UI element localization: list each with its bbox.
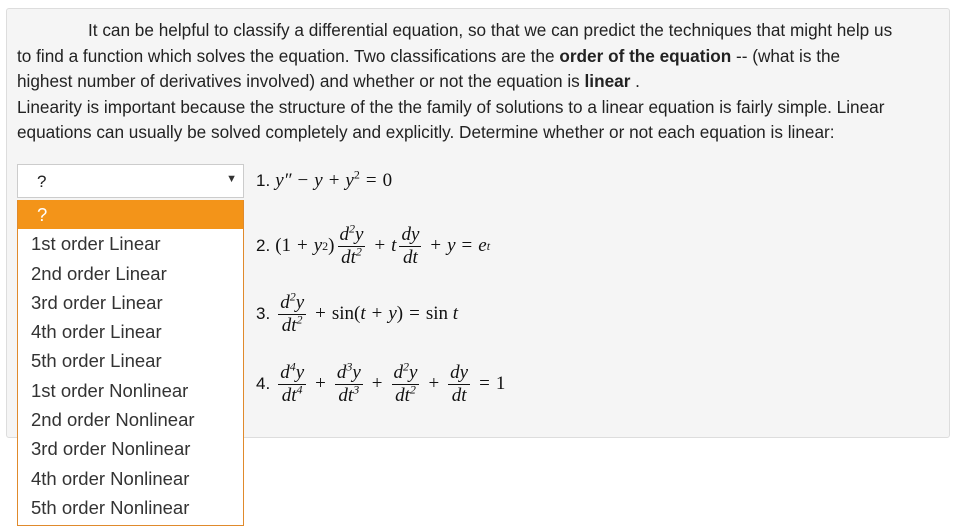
intro-text: highest number of derivatives involved) and whether or not the equation is [17,71,585,91]
intro-text: . [630,71,640,91]
dropdown-option[interactable]: 3rd order Nonlinear [31,438,191,460]
equation-number: 3. [256,304,271,323]
select-value: ? [37,172,47,191]
equation-number: 2. [256,236,271,255]
bold-term-order: order of the equation [559,45,732,66]
bold-term-linear: linear [584,71,631,91]
intro-text: to find a function which solves the equation. Two classifications are the [17,45,560,66]
equation-2 [256,220,490,272]
triangle-down-icon[interactable]: ▼ [226,173,237,185]
dropdown-option[interactable]: 2nd order Nonlinear [31,409,195,431]
dropdown-option[interactable]: 3rd order Linear [31,291,163,313]
equation-number: 4. [256,374,271,393]
fraction: $\frac{d^2y}{dt^2}$ [280,289,305,336]
fraction: $\frac{d^4y}{dt^4}$ [280,359,305,406]
equation-3 [256,288,458,340]
fraction: $\frac{dy}{dt}$ [450,361,469,406]
equation-math: $\frac{d^4y}{dt^4}$ + $\frac{d^3y}{dt^3}$ + $\frac{d^2y}{dt^2}$ + $\frac{dy}{dt}$ = 1 [280,359,506,406]
equation-math: (1 + y 2 ) $\frac{d^2y}{dt^2}$ + t $\frac{dy}{dt}$ + y = e t [275,221,491,268]
problem-text [17,18,942,146]
fraction: $\frac{d^2y}{dt^2}$ [393,359,418,406]
equation-4 [256,358,505,410]
fraction: $\frac{d^2y}{dt^2}$ [339,221,364,268]
dropdown-option[interactable]: ? [18,200,243,229]
equation-1 [256,168,392,194]
select-dropdown-list [17,200,244,526]
intro-line-1: It can be helpful to classify a differential equation, so that we can predict the techniques that might help us [88,20,893,40]
answer-select[interactable] [17,164,244,198]
intro-text: -- (what is the [731,45,841,66]
fraction: $\frac{d^3y}{dt^3}$ [336,359,361,406]
intro-para-2: Linearity is important because the structure of the the family of solutions to a linear equation is fairly simple. Linear equations can usually be solved completely and explicitly. Determine whether or not each equation is linear: [17,96,885,142]
dropdown-option[interactable]: 1st order Nonlinear [31,379,189,401]
intro-line-3 [17,69,942,95]
dropdown-option[interactable]: 1st order Linear [31,233,161,255]
intro-line-2 [17,44,942,70]
dropdown-option[interactable]: 4th order Nonlinear [31,467,190,489]
dropdown-option[interactable]: 5th order Linear [31,350,162,372]
dropdown-option[interactable]: 5th order Nonlinear [31,496,190,518]
equation-number: 1. [256,171,271,190]
dropdown-option[interactable]: 4th order Linear [31,321,162,343]
equation-math: $\frac{d^2y}{dt^2}$ + sin( t + y ) = sin t [280,289,459,336]
equation-math: $y'' - y + y^2 = 0$ [275,167,393,191]
dropdown-option[interactable]: 2nd order Linear [31,262,167,284]
fraction: $\frac{dy}{dt}$ [401,223,420,268]
